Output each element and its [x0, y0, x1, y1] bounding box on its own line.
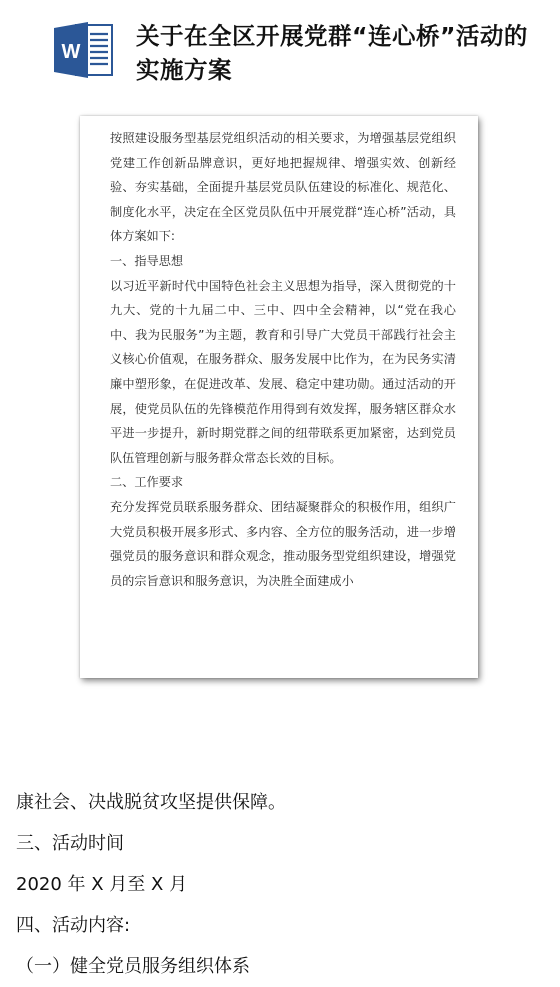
- activity-content-item: （一）健全党员服务组织体系: [16, 956, 250, 977]
- continuation-line: 康社会、决战脱贫攻坚提供保障。: [16, 792, 286, 813]
- intro-paragraph: 按照建设服务型基层党组织活动的相关要求，为增强基层党组织党建工作创新品牌意识，更好地把握规律、增强实效、创新经验、夯实基础，全面提升基层党员队伍建设的标准化、规范化、制度化水平，决定在全区党员队伍中开展党群“连心桥”活动，具体方案如下:: [110, 131, 456, 244]
- work-requirements-paragraph: 充分发挥党员联系服务群众、团结凝聚群众的积极作用，组织广大党员积极开展多形式、多内容、全方位的服务活动，进一步增强党员的服务意识和群众观念，推动服务型党组织建设，增强党员的宗旨意识和服务意识，为决胜全面建成小: [110, 499, 456, 588]
- activity-time-value: 2020 年 X 月至 X 月: [16, 874, 188, 895]
- document-header: [0, 0, 560, 100]
- section-heading-activity-time: 三、活动时间: [16, 833, 124, 854]
- document-page-preview: [80, 116, 478, 678]
- guiding-ideology-paragraph: 以习近平新时代中国特色社会主义思想为指导，深入贯彻党的十九大、党的十九届二中、三中、四中全会精神，以“党在我心中、我为民服务”为主题，教育和引导广大党员干部践行社会主义核心价值观，在服务群众、服务发展中比作为，在为民务实清廉中塑形象，在促进改革、发展、稳定中建功勋。通过活动的开展，使党员队伍的先锋模范作用得到有效发挥，服务辖区群众水平进一步提升，新时期党群之间的纽带联系更加紧密，达到党员队伍管理创新与服务群众常态长效的目标。: [110, 278, 456, 465]
- section-heading-activity-content: 四、活动内容:: [16, 915, 131, 936]
- document-title: 关于在全区开展党群“连心桥”活动的实施方案: [136, 22, 528, 84]
- word-icon-letter: W: [61, 41, 81, 63]
- document-continuation: [16, 782, 546, 987]
- section-heading-work-requirements: 二、工作要求: [110, 475, 184, 490]
- word-document-icon: [54, 22, 116, 78]
- section-heading-guiding-ideology: 一、指导思想: [110, 253, 184, 268]
